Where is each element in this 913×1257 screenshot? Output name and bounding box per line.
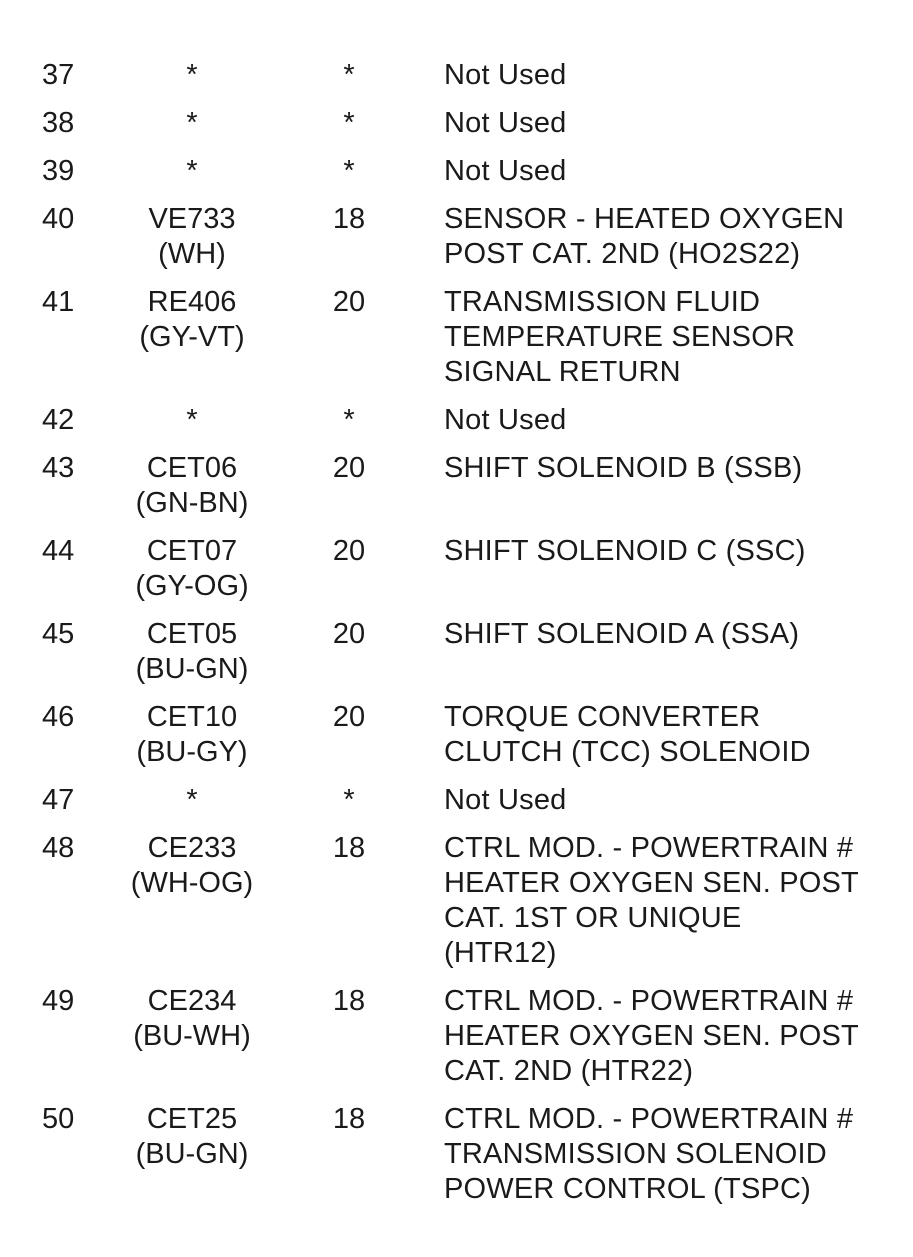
pin-number: 50: [42, 1103, 75, 1135]
table-row: [0, 783, 913, 818]
table-row: [0, 106, 913, 141]
circuit-cell: [102, 154, 282, 189]
table-row: [0, 1102, 913, 1207]
wire-gauge: *: [343, 59, 355, 91]
circuit-description: SHIFT SOLENOID A (SSA): [444, 618, 800, 650]
pinout-table: [0, 58, 913, 1220]
wire-gauge: 18: [332, 1103, 366, 1135]
circuit-cell: [102, 451, 282, 521]
table-row: [0, 403, 913, 438]
circuit-cell: [102, 1102, 282, 1207]
circuit-id: CET07: [146, 535, 238, 567]
circuit-id: *: [186, 59, 198, 91]
circuit-id: CET25: [146, 1103, 238, 1135]
circuit-description: CTRL MOD. - POWERTRAIN # HEATER OXYGEN SEN. POST CAT. 1ST OR UNIQUE (HTR12): [444, 832, 859, 969]
table-row: [0, 617, 913, 687]
wire-gauge: *: [343, 107, 355, 139]
circuit-description: Not Used: [444, 784, 567, 816]
pin-number: 37: [42, 59, 75, 91]
wire-gauge: 20: [332, 452, 366, 484]
pin-number: 48: [42, 832, 75, 864]
table-row: [0, 831, 913, 971]
wire-gauge: 18: [332, 832, 366, 864]
wire-color: (GY-VT): [139, 321, 245, 353]
circuit-description: Not Used: [444, 107, 567, 139]
wire-gauge: 20: [332, 701, 366, 733]
wire-color: (GY-OG): [135, 570, 249, 602]
wire-color: (BU-GN): [135, 653, 249, 685]
wire-gauge: 20: [332, 286, 366, 318]
circuit-cell: [102, 58, 282, 93]
table-row: [0, 700, 913, 770]
wire-gauge: 20: [332, 618, 366, 650]
circuit-cell: [102, 700, 282, 770]
circuit-id: *: [186, 155, 198, 187]
wire-color: (BU-WH): [133, 1020, 251, 1052]
pin-number: 43: [42, 452, 75, 484]
circuit-description: CTRL MOD. - POWERTRAIN # TRANSMISSION SOLENOID POWER CONTROL (TSPC): [444, 1103, 854, 1205]
circuit-cell: [102, 202, 282, 272]
pin-number: 45: [42, 618, 75, 650]
wire-color: (WH): [158, 238, 226, 270]
circuit-cell: [102, 783, 282, 818]
wire-gauge: 18: [332, 985, 366, 1017]
circuit-id: RE406: [147, 286, 237, 318]
table-row: [0, 984, 913, 1089]
circuit-cell: [102, 831, 282, 971]
pin-number: 44: [42, 535, 75, 567]
circuit-cell: [102, 617, 282, 687]
circuit-id: CET10: [146, 701, 238, 733]
circuit-description: Not Used: [444, 404, 567, 436]
circuit-id: *: [186, 404, 198, 436]
pin-number: 41: [42, 286, 75, 318]
circuit-description: TRANSMISSION FLUID TEMPERATURE SENSOR SIGNAL RETURN: [444, 286, 796, 388]
circuit-cell: [102, 984, 282, 1089]
wire-color: (WH-OG): [130, 867, 254, 899]
table-row: [0, 202, 913, 272]
table-row: [0, 154, 913, 189]
pin-number: 42: [42, 404, 75, 436]
wire-color: (BU-GY): [136, 736, 248, 768]
circuit-description: CTRL MOD. - POWERTRAIN # HEATER OXYGEN SEN. POST CAT. 2ND (HTR22): [444, 985, 859, 1087]
circuit-cell: [102, 534, 282, 604]
circuit-description: SHIFT SOLENOID B (SSB): [444, 452, 803, 484]
table-row: [0, 534, 913, 604]
circuit-description: Not Used: [444, 59, 567, 91]
pin-number: 47: [42, 784, 75, 816]
wire-gauge: *: [343, 155, 355, 187]
wire-gauge: 18: [332, 203, 366, 235]
wire-gauge: *: [343, 784, 355, 816]
circuit-id: VE733: [148, 203, 236, 235]
table-row: [0, 285, 913, 390]
circuit-description: Not Used: [444, 155, 567, 187]
circuit-id: CET05: [146, 618, 238, 650]
pin-number: 38: [42, 107, 75, 139]
pin-number: 40: [42, 203, 75, 235]
circuit-id: CET06: [146, 452, 238, 484]
circuit-id: CE233: [147, 832, 237, 864]
circuit-cell: [102, 403, 282, 438]
wire-color: (BU-GN): [135, 1138, 249, 1170]
table-row: [0, 58, 913, 93]
pin-number: 39: [42, 155, 75, 187]
circuit-id: *: [186, 784, 198, 816]
circuit-cell: [102, 106, 282, 141]
circuit-cell: [102, 285, 282, 390]
pin-number: 46: [42, 701, 75, 733]
circuit-description: TORQUE CONVERTER CLUTCH (TCC) SOLENOID: [444, 701, 811, 768]
circuit-description: SENSOR - HEATED OXYGEN POST CAT. 2ND (HO2S22): [444, 203, 845, 270]
wire-color: (GN-BN): [135, 487, 249, 519]
circuit-id: CE234: [147, 985, 237, 1017]
pin-number: 49: [42, 985, 75, 1017]
wire-gauge: 20: [332, 535, 366, 567]
circuit-description: SHIFT SOLENOID C (SSC): [444, 535, 806, 567]
wire-gauge: *: [343, 404, 355, 436]
circuit-id: *: [186, 107, 198, 139]
table-row: [0, 451, 913, 521]
